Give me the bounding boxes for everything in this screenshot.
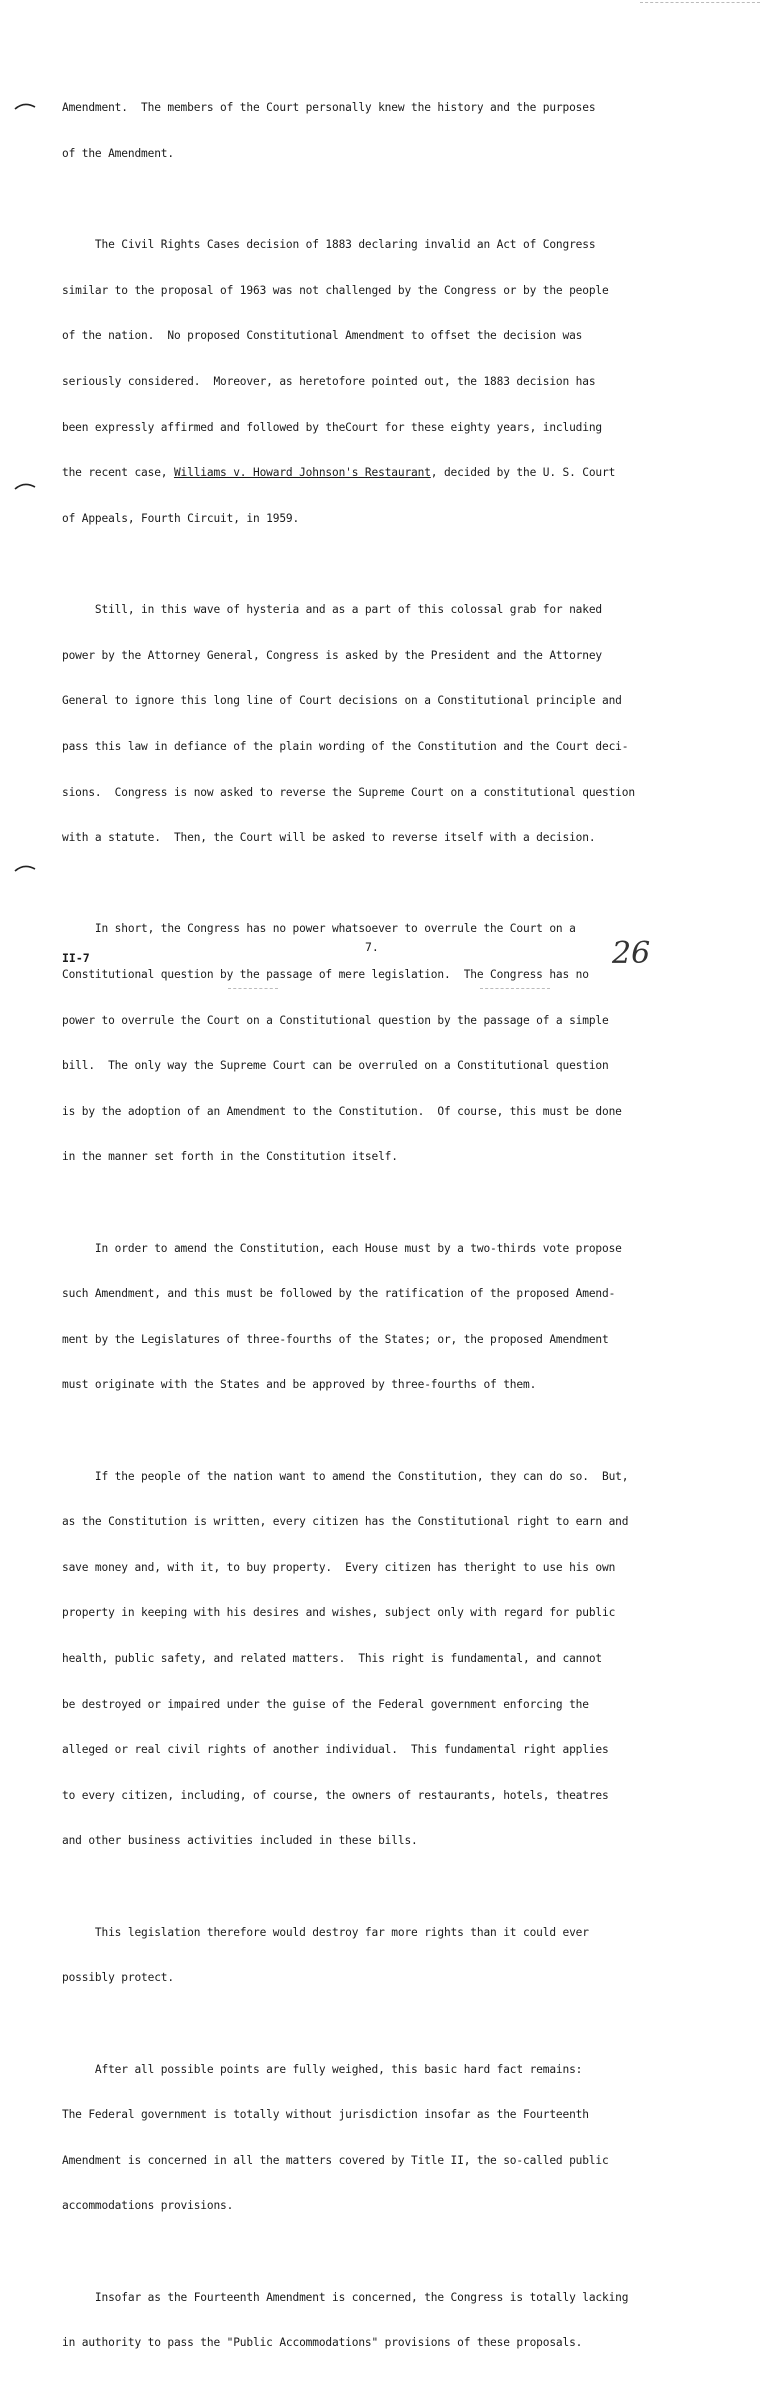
paragraph	[62, 207, 722, 557]
text-line: power by the Attorney General, Congress is asked by the President and the Attorney	[62, 648, 603, 662]
section-page-code: II-7	[62, 951, 90, 965]
text-line: is by the adoption of an Amendment to the Constitution. Of course, this must be done	[62, 1104, 622, 1118]
text-line: This legislation therefore would destroy far more rights than it could ever	[62, 1925, 589, 1939]
text-line: been expressly affirmed and followed by theCourt for these eighty years, including	[62, 420, 603, 434]
paragraph	[62, 2031, 722, 2244]
margin-mark	[14, 102, 36, 110]
text-line: bill. The only way the Supreme Court can be overruled on a Constitutional question	[62, 1059, 609, 1073]
text-line: pass this law in defiance of the plain wording of the Constitution and the Court deci-	[62, 739, 629, 753]
text-line: in authority to pass the "Public Accommodations" provisions of these proposals.	[62, 2336, 583, 2350]
text-line: must originate with the States and be approved by three-fourths of them.	[62, 1378, 537, 1392]
scan-edge-top	[640, 2, 760, 3]
margin-mark	[14, 864, 36, 872]
text-line: to every citizen, including, of course, the owners of restaurants, hotels, theatres	[62, 1788, 609, 1802]
case-name: Williams v. Howard Johnson's Restaurant	[173, 466, 431, 480]
text-line: possibly protect.	[62, 1971, 174, 1985]
text-line: of the nation. No proposed Constitutional Amendment to offset the decision was	[62, 329, 583, 343]
text-line: save money and, with it, to buy property. Every citizen has theright to use his own	[62, 1560, 616, 1574]
text-line: The Federal government is totally without jurisdiction insofar as the Fourteenth	[62, 2108, 589, 2122]
text-line: sions. Congress is now asked to reverse the Supreme Court on a constitutional question	[62, 785, 635, 799]
text-line: be destroyed or impaired under the guise of the Federal government enforcing the	[62, 1697, 589, 1711]
text-line: Amendment is concerned in all the matters covered by Title II, the so-called public	[62, 2153, 609, 2167]
text-line-case-citation: the recent case, Williams v. Howard Johnson's Restaurant, decided by the U. S. Court	[62, 466, 616, 480]
text-line: General to ignore this long line of Court decisions on a Constitutional principle and	[62, 694, 622, 708]
handwritten-page-number: 26	[612, 936, 651, 971]
body-text	[62, 70, 722, 2396]
paragraph	[62, 1210, 722, 1423]
text-line: as the Constitution is written, every citizen has the Constitutional right to earn and	[62, 1515, 629, 1529]
text-line: After all possible points are fully weighed, this basic hard fact remains:	[62, 2062, 583, 2076]
text-line: such Amendment, and this must be followed by the ratification of the proposed Amend-	[62, 1287, 616, 1301]
text-line: property in keeping with his desires and wishes, subject only with regard for public	[62, 1606, 616, 1620]
text-line: accommodations provisions.	[62, 2199, 234, 2213]
paragraph	[62, 1894, 722, 2016]
text-line: and other business activities included in these bills.	[62, 1834, 418, 1848]
paragraph	[62, 2259, 722, 2381]
text-line: similar to the proposal of 1963 was not challenged by the Congress or by the people	[62, 283, 609, 297]
text-line: alleged or real civil rights of another individual. This fundamental right applies	[62, 1743, 609, 1757]
paragraph	[62, 70, 722, 192]
text-line: In short, the Congress has no power whatsoever to overrule the Court on a	[62, 922, 576, 936]
text-line: power to overrule the Court on a Constitutional question by the passage of a simple	[62, 1013, 609, 1027]
text-line: ment by the Legislatures of three-fourths of the States; or, the proposed Amendment	[62, 1332, 609, 1346]
text-line: Insofar as the Fourteenth Amendment is concerned, the Congress is totally lacking	[62, 2290, 629, 2304]
text-line: health, public safety, and related matters. This right is fundamental, and cannot	[62, 1652, 603, 1666]
page-number: 7.	[365, 940, 379, 954]
margin-mark	[14, 482, 36, 490]
text-line: Still, in this wave of hysteria and as a part of this colossal grab for naked	[62, 603, 603, 617]
paragraph	[62, 572, 722, 876]
text-line: If the people of the nation want to amend the Constitution, they can do so. But,	[62, 1469, 629, 1483]
text-line: Amendment. The members of the Court personally knew the history and the purposes	[62, 101, 596, 115]
text-line: of the Amendment.	[62, 147, 174, 161]
text-line: of Appeals, Fourth Circuit, in 1959.	[62, 511, 300, 525]
text-line: with a statute. Then, the Court will be asked to reverse itself with a decision.	[62, 831, 596, 845]
text-line: In order to amend the Constitution, each House must by a two-thirds vote propose	[62, 1241, 622, 1255]
text-line: in the manner set forth in the Constitution itself.	[62, 1150, 398, 1164]
text-line: The Civil Rights Cases decision of 1883 declaring invalid an Act of Congress	[62, 238, 596, 252]
text-line: Constitutional question by the passage of mere legislation. The Congress has no	[62, 967, 589, 981]
paragraph	[62, 1438, 722, 1879]
text-line: seriously considered. Moreover, as heretofore pointed out, the 1883 decision has	[62, 375, 596, 389]
